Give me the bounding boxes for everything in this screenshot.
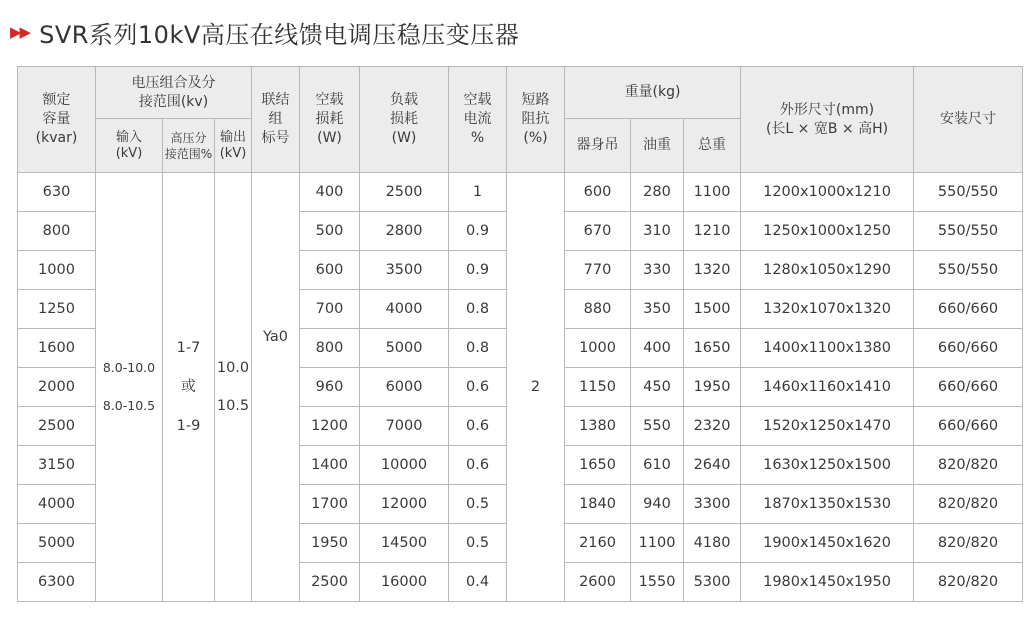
- cell-dimensions: 1870x1350x1530: [741, 485, 914, 524]
- header-connection: 联结 组 标号: [252, 67, 300, 173]
- cell-no-load-current: 0.5: [449, 524, 507, 563]
- cell-dimensions: 1900x1450x1620: [741, 524, 914, 563]
- cell-total-weight: 5300: [684, 563, 741, 602]
- cell-oil-weight: 350: [631, 290, 684, 329]
- cell-dimensions: 1320x1070x1320: [741, 290, 914, 329]
- header-capacity: 额定 容量 (kvar): [18, 67, 96, 173]
- cell-total-weight: 2320: [684, 407, 741, 446]
- cell-capacity: 1000: [18, 251, 96, 290]
- cell-capacity: 5000: [18, 524, 96, 563]
- cell-mounting: 550/550: [914, 212, 1023, 251]
- cell-load-loss: 10000: [360, 446, 449, 485]
- cell-no-load-loss: 400: [300, 173, 360, 212]
- cell-no-load-loss: 800: [300, 329, 360, 368]
- cell-total-weight: 1320: [684, 251, 741, 290]
- cell-no-load-current: 0.9: [449, 212, 507, 251]
- cell-body-lift: 880: [565, 290, 631, 329]
- header-output: 输出 (kV): [215, 119, 252, 173]
- cell-total-weight: 1650: [684, 329, 741, 368]
- cell-no-load-loss: 700: [300, 290, 360, 329]
- header-mounting: 安装尺寸: [914, 67, 1023, 173]
- header-oil-weight: 油重: [631, 119, 684, 173]
- cell-no-load-loss: 600: [300, 251, 360, 290]
- cell-dimensions: 1280x1050x1290: [741, 251, 914, 290]
- cell-no-load-current: 0.8: [449, 329, 507, 368]
- cell-body-lift: 770: [565, 251, 631, 290]
- cell-body-lift: 1000: [565, 329, 631, 368]
- cell-oil-weight: 610: [631, 446, 684, 485]
- cell-mounting: 660/660: [914, 368, 1023, 407]
- cell-no-load-current: 0.9: [449, 251, 507, 290]
- cell-capacity: 630: [18, 173, 96, 212]
- header-dimensions: 外形尺寸(mm) (长L × 宽B × 高H): [741, 67, 914, 173]
- cell-load-loss: 2500: [360, 173, 449, 212]
- cell-no-load-loss: 1400: [300, 446, 360, 485]
- cell-body-lift: 1150: [565, 368, 631, 407]
- cell-no-load-current: 0.4: [449, 563, 507, 602]
- cell-output-range-line: 10.5: [216, 398, 250, 414]
- cell-load-loss: 16000: [360, 563, 449, 602]
- cell-load-loss: 14500: [360, 524, 449, 563]
- cell-capacity: 1600: [18, 329, 96, 368]
- cell-load-loss: 6000: [360, 368, 449, 407]
- cell-hv-tap-range-line: 或: [181, 378, 196, 395]
- spec-table: [17, 66, 1023, 602]
- play-arrows-icon: ▶▶: [10, 23, 30, 41]
- table-row: [18, 173, 1023, 212]
- cell-capacity: 4000: [18, 485, 96, 524]
- cell-capacity: 6300: [18, 563, 96, 602]
- cell-dimensions: 1400x1100x1380: [741, 329, 914, 368]
- cell-no-load-current: 0.8: [449, 290, 507, 329]
- cell-oil-weight: 1100: [631, 524, 684, 563]
- cell-mounting: 820/820: [914, 485, 1023, 524]
- cell-no-load-current: 0.6: [449, 446, 507, 485]
- cell-body-lift: 2600: [565, 563, 631, 602]
- header-no-load-loss: 空载 损耗 (W): [300, 67, 360, 173]
- cell-connection: Ya0: [252, 173, 300, 602]
- cell-dimensions: 1250x1000x1250: [741, 212, 914, 251]
- cell-oil-weight: 330: [631, 251, 684, 290]
- cell-no-load-current: 0.5: [449, 485, 507, 524]
- cell-input-range: [96, 173, 163, 602]
- cell-body-lift: 1840: [565, 485, 631, 524]
- cell-mounting: 660/660: [914, 329, 1023, 368]
- cell-total-weight: 2640: [684, 446, 741, 485]
- cell-hv-tap-range-line: 1-9: [176, 417, 201, 434]
- cell-dimensions: 1200x1000x1210: [741, 173, 914, 212]
- header-load-loss: 负载 损耗 (W): [360, 67, 449, 173]
- cell-body-lift: 2160: [565, 524, 631, 563]
- header-hv-tap: 高压分 接范围%: [163, 119, 215, 173]
- cell-output-range: [215, 173, 252, 602]
- header-impedance: 短路 阻抗 (%): [507, 67, 565, 173]
- cell-no-load-loss: 500: [300, 212, 360, 251]
- cell-total-weight: 3300: [684, 485, 741, 524]
- cell-body-lift: 1650: [565, 446, 631, 485]
- cell-dimensions: 1460x1160x1410: [741, 368, 914, 407]
- cell-oil-weight: 550: [631, 407, 684, 446]
- cell-dimensions: 1520x1250x1470: [741, 407, 914, 446]
- cell-load-loss: 7000: [360, 407, 449, 446]
- cell-oil-weight: 280: [631, 173, 684, 212]
- header-no-load-current: 空载 电流 %: [449, 67, 507, 173]
- cell-no-load-current: 1: [449, 173, 507, 212]
- cell-mounting: 660/660: [914, 407, 1023, 446]
- cell-load-loss: 12000: [360, 485, 449, 524]
- header-total-weight: 总重: [684, 119, 741, 173]
- cell-load-loss: 4000: [360, 290, 449, 329]
- page-title: SVR系列10kV高压在线馈电调压稳压变压器: [39, 20, 520, 49]
- cell-input-range-line: 8.0-10.0: [102, 360, 156, 375]
- cell-no-load-loss: 1200: [300, 407, 360, 446]
- cell-mounting: 820/820: [914, 563, 1023, 602]
- cell-dimensions: 1980x1450x1950: [741, 563, 914, 602]
- cell-total-weight: 1500: [684, 290, 741, 329]
- cell-mounting: 550/550: [914, 173, 1023, 212]
- cell-total-weight: 1210: [684, 212, 741, 251]
- cell-no-load-current: 0.6: [449, 407, 507, 446]
- header-input: 输入 (kV): [96, 119, 163, 173]
- cell-capacity: 3150: [18, 446, 96, 485]
- cell-output-range-line: 10.0: [216, 360, 250, 376]
- header-voltage-group: 电压组合及分 接范围(kv): [96, 67, 252, 119]
- cell-no-load-loss: 1950: [300, 524, 360, 563]
- cell-oil-weight: 1550: [631, 563, 684, 602]
- cell-dimensions: 1630x1250x1500: [741, 446, 914, 485]
- cell-total-weight: 4180: [684, 524, 741, 563]
- cell-load-loss: 2800: [360, 212, 449, 251]
- header-body-lift: 器身吊: [565, 119, 631, 173]
- cell-hv-tap-range: [163, 173, 215, 602]
- cell-body-lift: 600: [565, 173, 631, 212]
- cell-mounting: 660/660: [914, 290, 1023, 329]
- cell-mounting: 820/820: [914, 524, 1023, 563]
- cell-load-loss: 3500: [360, 251, 449, 290]
- cell-hv-tap-range-line: 1-7: [176, 339, 201, 356]
- cell-capacity: 800: [18, 212, 96, 251]
- cell-load-loss: 5000: [360, 329, 449, 368]
- cell-oil-weight: 310: [631, 212, 684, 251]
- cell-oil-weight: 450: [631, 368, 684, 407]
- cell-mounting: 550/550: [914, 251, 1023, 290]
- cell-capacity: 2000: [18, 368, 96, 407]
- spec-table-body: [18, 173, 1023, 602]
- cell-body-lift: 670: [565, 212, 631, 251]
- cell-no-load-current: 0.6: [449, 368, 507, 407]
- cell-no-load-loss: 1700: [300, 485, 360, 524]
- title-row: [10, 14, 519, 50]
- cell-input-range-line: 8.0-10.5: [102, 398, 156, 413]
- cell-mounting: 820/820: [914, 446, 1023, 485]
- cell-total-weight: 1100: [684, 173, 741, 212]
- cell-body-lift: 1380: [565, 407, 631, 446]
- header-weight-group: 重量(kg): [565, 67, 741, 119]
- cell-total-weight: 1950: [684, 368, 741, 407]
- cell-capacity: 1250: [18, 290, 96, 329]
- cell-oil-weight: 400: [631, 329, 684, 368]
- cell-no-load-loss: 960: [300, 368, 360, 407]
- cell-impedance: 2: [507, 173, 565, 602]
- cell-capacity: 2500: [18, 407, 96, 446]
- cell-oil-weight: 940: [631, 485, 684, 524]
- cell-no-load-loss: 2500: [300, 563, 360, 602]
